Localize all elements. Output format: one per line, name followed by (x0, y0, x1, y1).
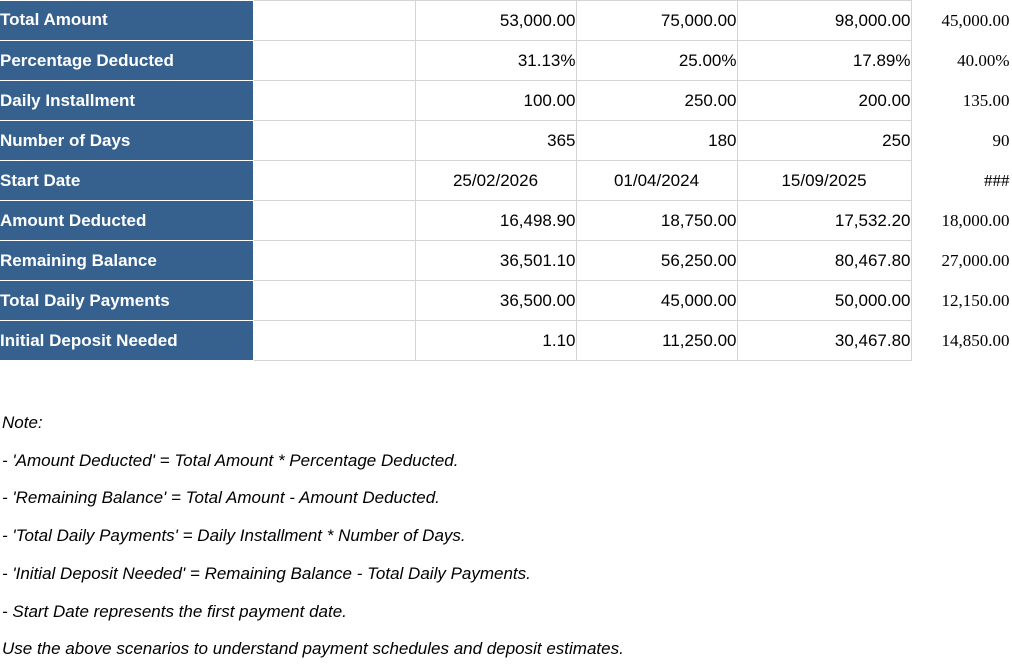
cell-value[interactable]: 50,000.00 (737, 281, 911, 321)
note-heading[interactable]: Note: (2, 413, 43, 432)
cell-value-extra[interactable]: 12,150.00 (941, 290, 1010, 310)
cell-value[interactable]: 75,000.00 (576, 1, 737, 41)
row-label-remaining-balance[interactable]: Remaining Balance (0, 241, 253, 281)
notes-block (2, 404, 624, 668)
note-line[interactable]: - 'Total Daily Payments' = Daily Installment * Number of Days. (2, 526, 466, 546)
cell-value[interactable]: 36,500.00 (415, 281, 576, 321)
empty-cell[interactable] (253, 1, 415, 41)
cell-value-extra[interactable]: 40.00% (957, 50, 1010, 70)
cell-value-extra[interactable]: 45,000.00 (941, 10, 1010, 30)
cell-value[interactable]: 250 (737, 121, 911, 161)
cell-value[interactable]: 17,532.20 (737, 201, 911, 241)
cell-value[interactable]: 56,250.00 (576, 241, 737, 281)
cell-value-extra[interactable]: 14,850.00 (941, 330, 1010, 350)
cell-value[interactable]: 18,750.00 (576, 201, 737, 241)
note-line[interactable]: - 'Initial Deposit Needed' = Remaining Balance - Total Daily Payments. (2, 563, 531, 583)
cell-value[interactable]: 100.00 (415, 81, 576, 121)
empty-cell[interactable] (253, 241, 415, 281)
cell-value[interactable]: 250.00 (576, 81, 737, 121)
row-label-percentage-deducted[interactable]: Percentage Deducted (0, 41, 253, 81)
cell-value[interactable]: 45,000.00 (576, 281, 737, 321)
table-row (0, 201, 1010, 241)
cell-value[interactable]: 31.13% (415, 41, 576, 81)
cell-value[interactable]: 1.10 (415, 321, 576, 361)
cell-value[interactable]: 80,467.80 (737, 241, 911, 281)
cell-value-extra[interactable]: 135.00 (962, 90, 1010, 110)
row-label-total-daily-payments[interactable]: Total Daily Payments (0, 281, 253, 321)
cell-value[interactable]: 01/04/2024 (576, 161, 737, 201)
cell-value[interactable]: 200.00 (737, 81, 911, 121)
cell-value[interactable]: 25/02/2026 (415, 161, 576, 201)
cell-value[interactable]: 16,498.90 (415, 201, 576, 241)
cell-value-extra[interactable]: 18,000.00 (941, 210, 1010, 230)
table-row (0, 241, 1010, 281)
empty-cell[interactable] (253, 201, 415, 241)
note-line[interactable]: - 'Remaining Balance' = Total Amount - Amount Deducted. (2, 488, 440, 508)
row-label-daily-installment[interactable]: Daily Installment (0, 81, 253, 121)
note-line[interactable]: - Start Date represents the first payment date. (2, 601, 347, 621)
cell-value[interactable]: 36,501.10 (415, 241, 576, 281)
table-row (0, 321, 1010, 361)
table-row (0, 281, 1010, 321)
note-line[interactable]: - 'Amount Deducted' = Total Amount * Percentage Deducted. (2, 450, 459, 470)
empty-cell[interactable] (253, 121, 415, 161)
table-row (0, 161, 1010, 201)
row-label-initial-deposit-needed[interactable]: Initial Deposit Needed (0, 321, 253, 361)
cell-value-extra[interactable]: 27,000.00 (941, 250, 1010, 270)
empty-cell[interactable] (253, 161, 415, 201)
empty-cell[interactable] (253, 281, 415, 321)
empty-cell[interactable] (253, 41, 415, 81)
cell-value[interactable]: 180 (576, 121, 737, 161)
table-row (0, 81, 1010, 121)
table-row (0, 41, 1010, 81)
cell-value[interactable]: 15/09/2025 (737, 161, 911, 201)
table-row (0, 1, 1010, 41)
cell-value[interactable]: 365 (415, 121, 576, 161)
row-label-amount-deducted[interactable]: Amount Deducted (0, 201, 253, 241)
cell-value[interactable]: 30,467.80 (737, 321, 911, 361)
table-row (0, 121, 1010, 161)
cell-value[interactable]: 98,000.00 (737, 1, 911, 41)
empty-cell[interactable] (253, 321, 415, 361)
cell-value[interactable]: 53,000.00 (415, 1, 576, 41)
note-line[interactable]: Use the above scenarios to understand payment schedules and deposit estimates. (2, 639, 624, 659)
row-label-total-amount[interactable]: Total Amount (0, 1, 253, 41)
cell-value[interactable]: 11,250.00 (576, 321, 737, 361)
cell-value[interactable]: 17.89% (737, 41, 911, 81)
cell-value[interactable]: 25.00% (576, 41, 737, 81)
cell-value-extra[interactable]: 90 (992, 130, 1010, 150)
row-label-start-date[interactable]: Start Date (0, 161, 253, 201)
cell-value-extra[interactable]: ### (984, 170, 1010, 190)
row-label-number-of-days[interactable]: Number of Days (0, 121, 253, 161)
empty-cell[interactable] (253, 81, 415, 121)
